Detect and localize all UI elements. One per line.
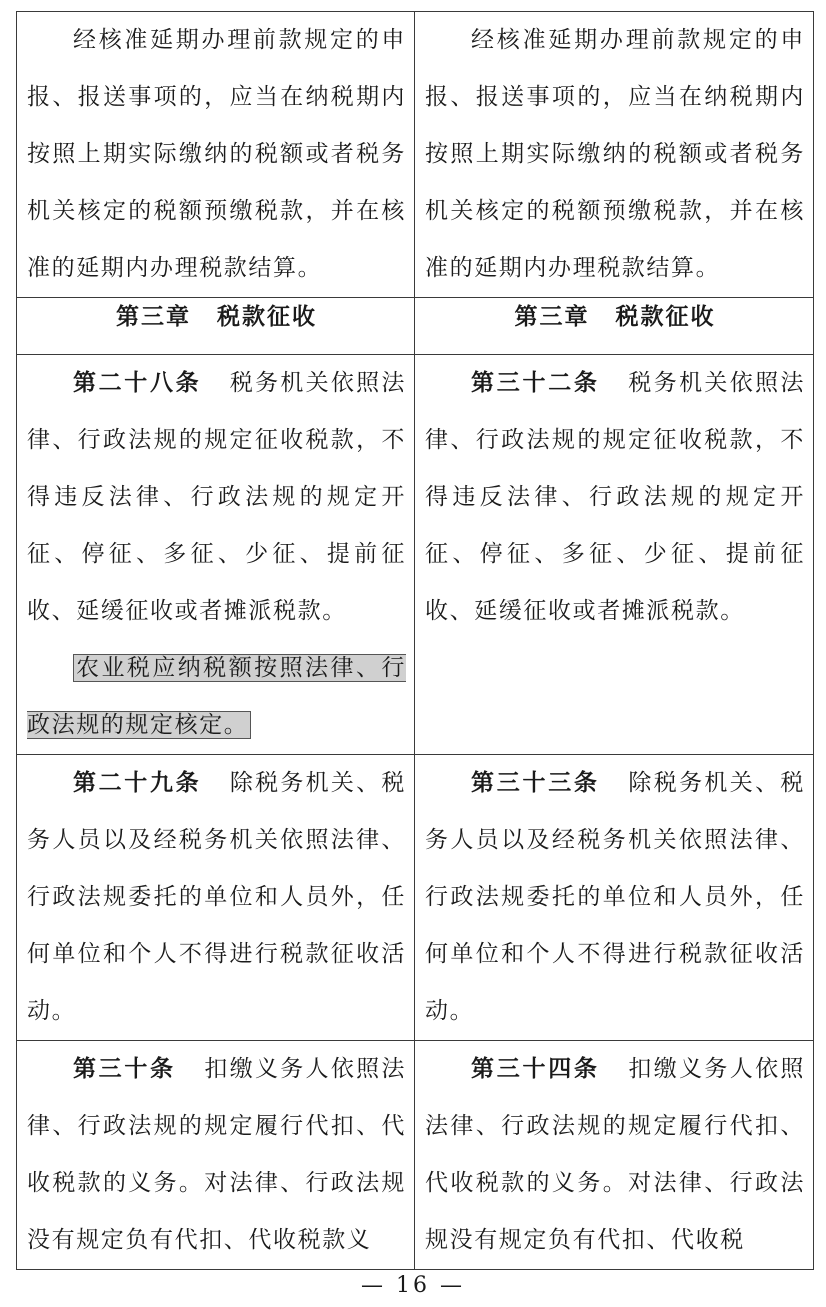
left-cell [17, 1041, 415, 1270]
chapter-title: 税款征收 [615, 304, 716, 330]
left-cell [17, 755, 415, 1041]
chapter-title: 税款征收 [217, 304, 317, 330]
article-body: 税务机关依照法律、行政法规的规定征收税款，不得违反法律、行政法规的规定开征、停征、多征、少征、提前征收、延缓征收或者摊派税款。 [27, 370, 406, 624]
right-cell [415, 755, 814, 1041]
article-number: 第二十八条 [73, 370, 202, 396]
article [425, 755, 805, 1040]
article-body: 税务机关依照法律、行政法规的规定征收税款，不得违反法律、行政法规的规定开征、停征、多征、少征、提前征收、延缓征收或者摊派税款。 [425, 370, 806, 624]
table-row [17, 755, 814, 1041]
right-cell [415, 1041, 814, 1270]
article-number: 第三十二条 [471, 370, 600, 396]
article-number: 第二十九条 [73, 770, 202, 796]
article [425, 1041, 805, 1269]
article-body: 扣缴义务人依照法律、行政法规的规定履行代扣、代收税款的义务。对法律、行政法规没有规定负有代扣、代收税款义 [27, 1056, 406, 1253]
chapter-row [17, 298, 814, 355]
article [425, 355, 805, 640]
article-body: 除税务机关、税务人员以及经税务机关依照法律、行政法规委托的单位和人员外，任何单位和个人不得进行税款征收活动。 [425, 770, 806, 1024]
article-body: 除税务机关、税务人员以及经税务机关依照法律、行政法规委托的单位和人员外，任何单位和个人不得进行税款征收活动。 [27, 770, 406, 1024]
table-row [17, 1041, 814, 1270]
article-body: 扣缴义务人依照法律、行政法规的规定履行代扣、代收税款的义务。对法律、行政法规没有规定负有代扣、代收税 [425, 1056, 806, 1253]
highlight-box: 农业税应纳税额按照法律、行政法规的规定核定。 [27, 655, 406, 738]
article-number: 第三十四条 [471, 1056, 600, 1082]
right-cell [415, 12, 814, 298]
highlighted-paragraph [27, 640, 406, 754]
left-cell [17, 12, 415, 298]
chapter-heading-left [17, 298, 415, 355]
article [27, 355, 406, 640]
article [27, 1041, 406, 1269]
article-number: 第三十三条 [471, 770, 600, 796]
chapter-heading-right [415, 298, 814, 355]
article [27, 755, 406, 1040]
article-number: 第三十条 [73, 1056, 176, 1082]
chapter-number: 第三章 [514, 304, 590, 330]
table-row [17, 12, 814, 298]
chapter-number: 第三章 [116, 304, 191, 330]
comparison-table [16, 11, 814, 1270]
right-cell [415, 355, 814, 755]
left-cell [17, 355, 415, 755]
table-row [17, 355, 814, 755]
page-number: — 16 — [361, 1273, 465, 1298]
paragraph: 经核准延期办理前款规定的申报、报送事项的，应当在纳税期内按照上期实际缴纳的税额或者税务机关核定的税额预缴税款，并在核准的延期内办理税款结算。 [425, 27, 805, 281]
paragraph: 经核准延期办理前款规定的申报、报送事项的，应当在纳税期内按照上期实际缴纳的税额或者税务机关核定的税额预缴税款，并在核准的延期内办理税款结算。 [27, 27, 406, 281]
